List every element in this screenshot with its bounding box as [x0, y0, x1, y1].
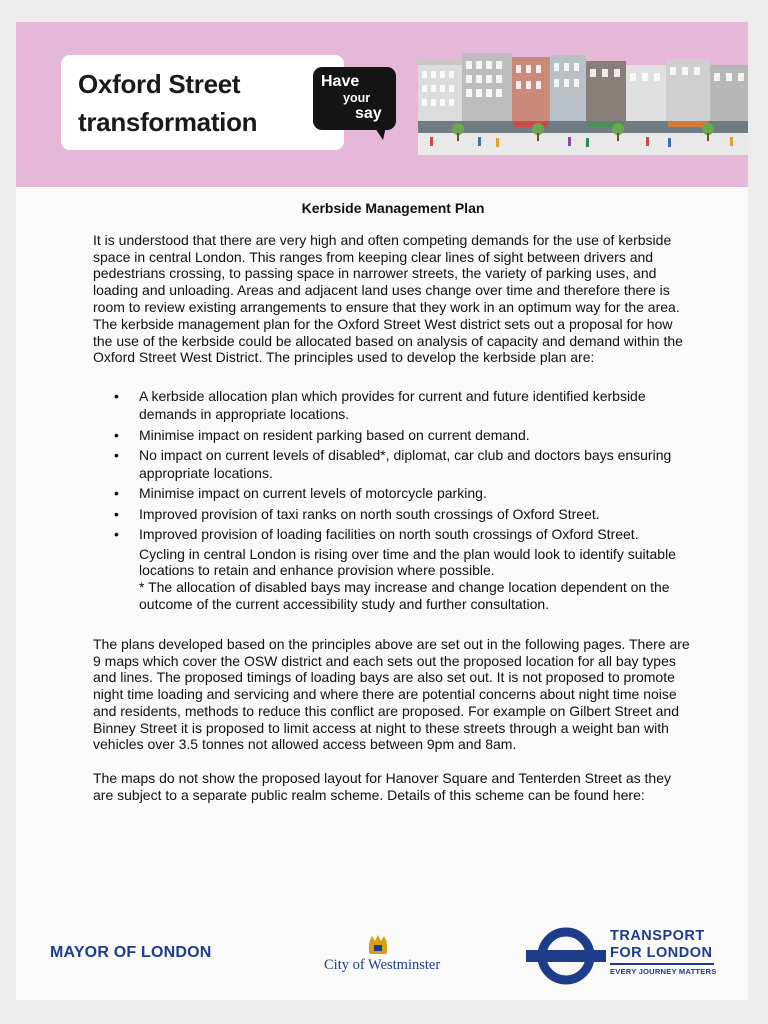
disabled-bays-note: * The allocation of disabled bays may increase and change location dependent on the outcome of the current accessibility study and further consultation.	[139, 579, 670, 612]
bullet-icon: •	[114, 505, 119, 522]
street-scene-illustration	[418, 51, 748, 155]
mayor-of-london-logo: MAYOR OF LONDON	[50, 944, 212, 961]
have-your-say-bubble	[313, 67, 396, 130]
document-page	[16, 22, 748, 1000]
title-box	[61, 55, 344, 150]
list-item: • Minimise impact on resident parking based on current demand.	[114, 426, 530, 443]
tfl-divider	[610, 963, 714, 965]
city-of-westminster-logo: City of Westminster	[324, 957, 441, 973]
bubble-word-say: say	[355, 105, 382, 122]
plans-paragraph: The plans developed based on the principles above are set out in the following pages. There are 9 maps which cover the OSW district and each sets out the proposed location for all bay types and lines. The proposed timings of loading bays are also set out. It is not proposed to promote night time loading and servicing and where there are potential concerns about night time noise and residents, methods to reduce this conflict are proposed. For example on Gilbert Street and Binney Street it is proposed to limit access at night to these streets through a weight ban with vehicles over 3.5 tonnes not allowed access between 9pm and 8am.	[93, 635, 690, 753]
tfl-tagline: EVERY JOURNEY MATTERS	[610, 967, 717, 976]
list-item: • Improved provision of taxi ranks on north south crossings of Oxford Street.	[114, 505, 600, 522]
banner-title-line2: transformation	[78, 107, 258, 137]
tfl-name-line2: FOR LONDON	[610, 945, 713, 961]
bullet-icon: •	[114, 526, 119, 543]
principles-list	[93, 387, 693, 543]
bullet-icon: •	[114, 446, 119, 463]
maps-paragraph: The maps do not show the proposed layout for Hanover Square and Tenterden Street as they are subject to a separate public realm scheme. Details of this scheme can be found here:	[93, 770, 671, 804]
bullet-icon: •	[114, 485, 119, 502]
header-banner	[16, 22, 748, 187]
list-item: • Minimise impact on current levels of motorcycle parking.	[114, 485, 487, 502]
list-item: • Improved provision of loading facilities on north south crossings of Oxford Street.	[114, 526, 639, 543]
bubble-word-have: Have	[321, 73, 360, 90]
bullet-icon: •	[114, 426, 119, 443]
cycling-note: Cycling in central London is rising over time and the plan would look to identify suitable locations to retain and enhance provision where possible.	[139, 545, 676, 579]
intro-paragraph: It is understood that there are very high and often competing demands for the use of kerbside space in central London. This ranges from keeping clear lines of sight between drivers and pedestrians crossing, to passing space in narrower streets, the variety of parking uses, and loading and unloading. Areas and adjacent land uses change over time and therefore there is room to review existing arrangements to ensure that they work in an optimum way for the area. The kerbside management plan for the Oxford Street West district sets out a proposal for how the use of the kerbside could be allocated based on analysis of capacity and demand within the Oxford Street West District. The principles used to develop the kerbside plan are:	[93, 231, 683, 366]
tfl-roundel-icon	[526, 927, 610, 985]
document-body	[93, 200, 693, 804]
list-item: • A kerbside allocation plan which provides for current and future identified kerbside demands in appropriate locations.	[114, 388, 646, 423]
list-item: • No impact on current levels of disabled*, diplomat, car club and doctors bays ensuring appropriate locations.	[114, 446, 672, 481]
bubble-tail	[371, 122, 387, 140]
westminster-crest-icon	[366, 934, 390, 956]
banner-title-line1: Oxford Street	[78, 69, 241, 99]
bubble-word-your: your	[343, 91, 371, 105]
tfl-name-line1: TRANSPORT	[610, 928, 705, 944]
bullet-icon: •	[114, 388, 119, 405]
document-title: Kerbside Management Plan	[301, 200, 485, 216]
footer-logos	[16, 922, 748, 1000]
